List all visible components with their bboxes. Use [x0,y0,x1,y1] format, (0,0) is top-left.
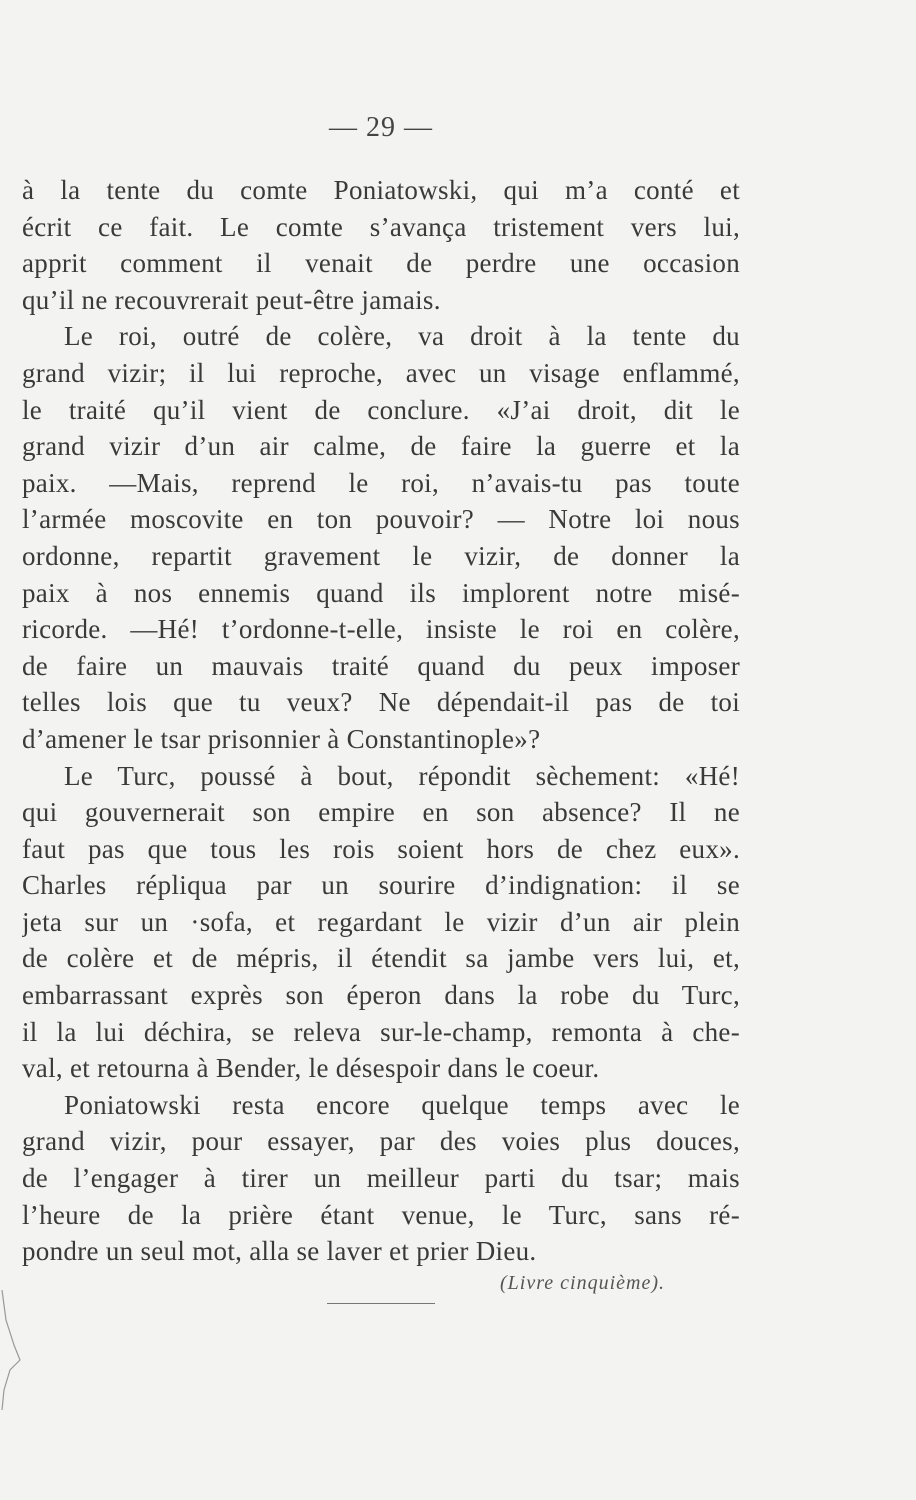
text-line: embarrassant exprès son éperon dans la robe du Turc, [22,980,740,1011]
text-line: paix à nos ennemis quand ils implorent notre misé- [22,577,740,608]
body-text [22,172,740,1270]
text-line: écrit ce fait. Le comte s’avança tristement vers lui, [22,211,740,242]
page-number: — 29 — [329,112,433,143]
end-rule [327,1303,435,1304]
text-line: val, et retourna à Bender, le désespoir dans le coeur. [22,1053,600,1084]
text-line: ricorde. —Hé! t’ordonne-t-elle, insiste le roi en colère, [22,614,740,645]
text-line: Poniatowski resta encore quelque temps avec le [64,1089,740,1120]
text-line: qui gouvernerait son empire en son absence? Il ne [22,797,740,828]
text-line: ordonne, repartit gravement le vizir, de donner la [22,540,740,571]
text-line: il la lui déchira, se releva sur-le-champ, remonta à che- [22,1016,740,1047]
text-line: l’heure de la prière étant venue, le Turc, sans ré- [22,1199,740,1230]
text-line: de faire un mauvais traité quand du peux imposer [22,650,740,681]
text-line: apprit comment il venait de perdre une occasion [22,248,740,279]
text-line: de l’engager à tirer un meilleur parti du tsar; mais [22,1163,740,1194]
text-line: Charles répliqua par un sourire d’indignation: il se [22,870,740,901]
text-line: Le Turc, poussé à bout, répondit sèchement: «Hé! [64,760,740,791]
text-line: Le roi, outré de colère, va droit à la tente du [64,321,740,352]
text-line: pondre un seul mot, alla se laver et prier Dieu. [22,1236,537,1267]
text-line: grand vizir; il lui reproche, avec un visage enflammé, [22,357,740,388]
source-citation: (Livre cinquième). [500,1272,665,1294]
text-line: le traité qu’il vient de conclure. «J’ai droit, dit le [22,394,740,425]
text-line: l’armée moscovite en ton pouvoir? — Notre loi nous [22,504,740,535]
text-line: grand vizir d’un air calme, de faire la guerre et la [22,431,740,462]
text-line: qu’il ne recouvrerait peut-être jamais. [22,284,441,315]
text-line: faut pas que tous les rois soient hors de chez eux». [22,833,740,864]
text-line: paix. —Mais, reprend le roi, n’avais-tu pas toute [22,467,740,498]
text-line: grand vizir, pour essayer, par des voies plus douces, [22,1126,740,1157]
text-line: de colère et de mépris, il étendit sa jambe vers lui, et, [22,943,740,974]
text-line: telles lois que tu veux? Ne dépendait-il pas de toi [22,687,740,718]
text-line: à la tente du comte Poniatowski, qui m’a conté et [22,175,740,205]
page-edge-mark [0,1290,30,1410]
text-line: d’amener le tsar prisonnier à Constantinople»? [22,723,541,754]
text-line: jeta sur un ·sofa, et regardant le vizir d’un air plein [22,906,740,937]
